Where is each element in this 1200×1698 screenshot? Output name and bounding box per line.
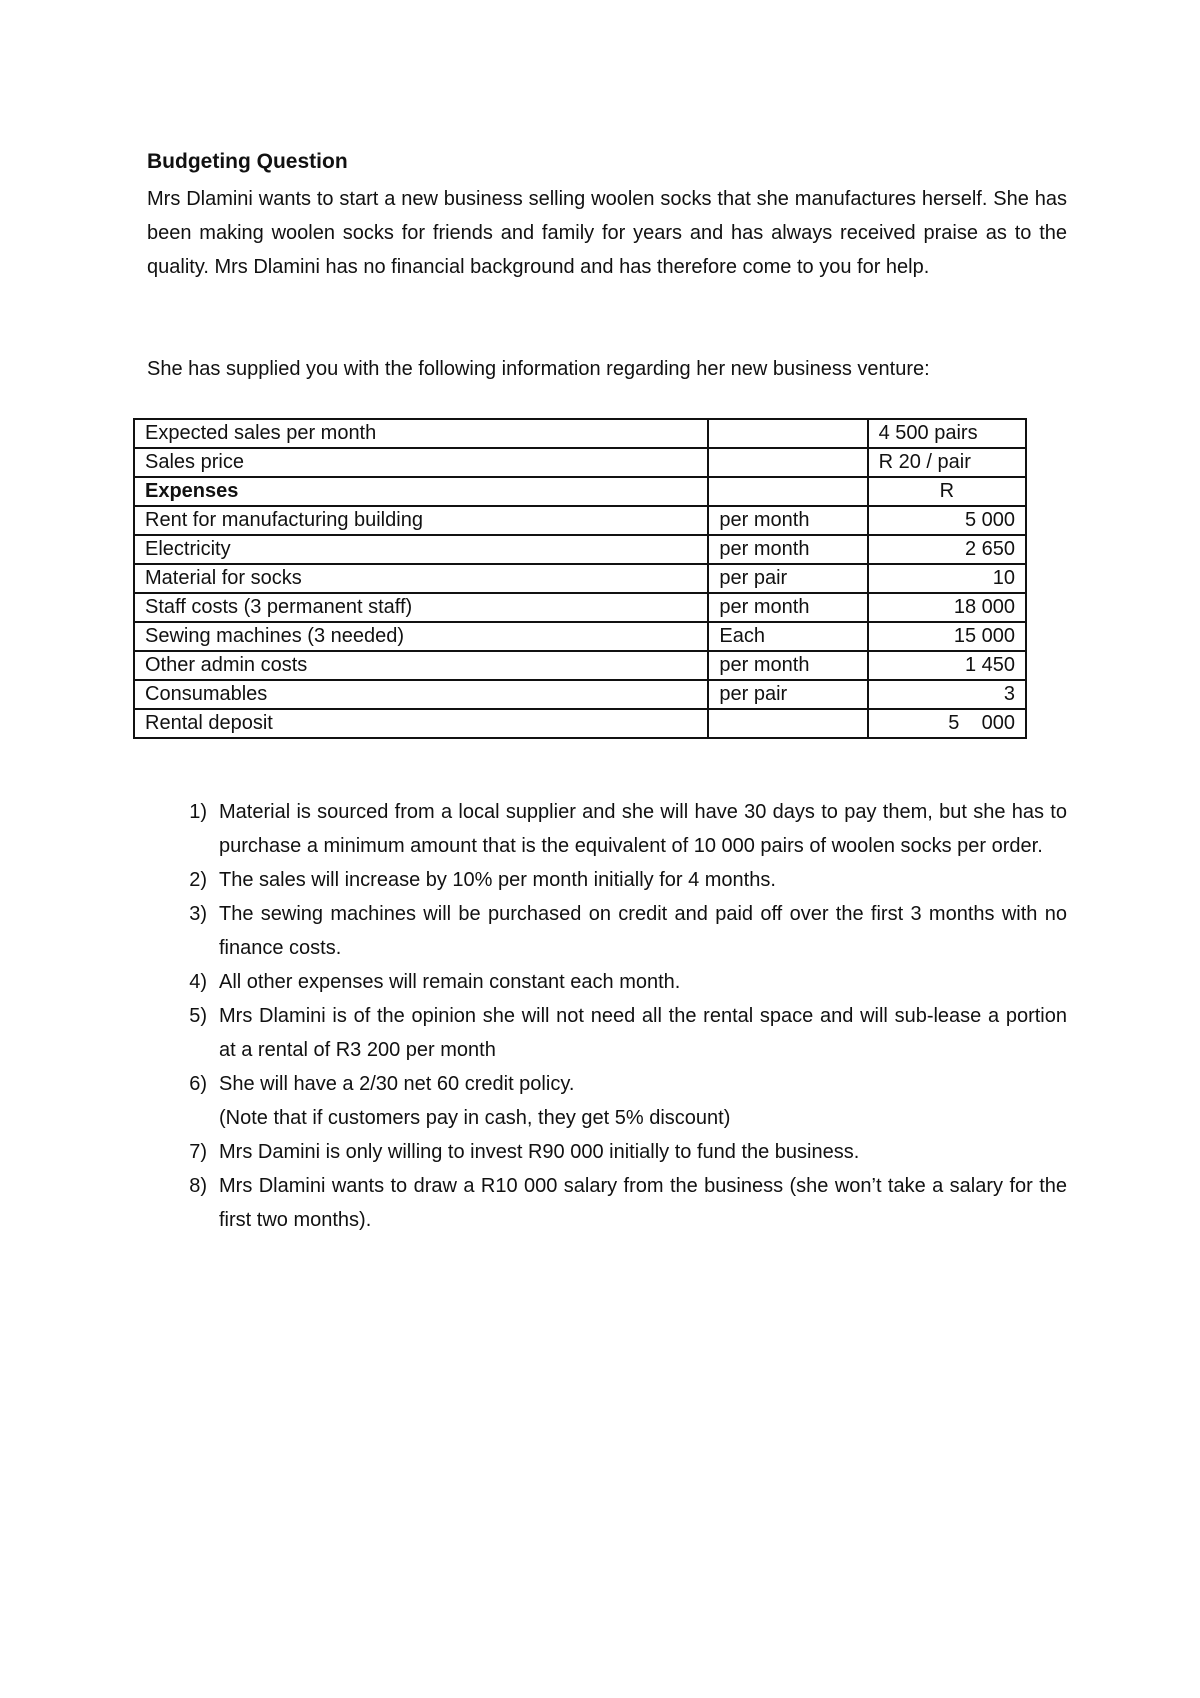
table-cell-unit — [708, 709, 867, 738]
list-item — [175, 965, 1067, 999]
list-item-text: She will have a 2/30 net 60 credit policy. — [219, 1073, 575, 1095]
list-item — [175, 1135, 1067, 1169]
table-cell-value: 5 000 — [868, 506, 1026, 535]
list-item-text: Mrs Dlamini wants to draw a R10 000 salary from the business (she won’t take a salary for the first two months). — [219, 1175, 1067, 1231]
table-cell-unit: per month — [708, 593, 867, 622]
table-cell-value: 18 000 — [868, 593, 1026, 622]
table-cell-item: Rental deposit — [134, 709, 708, 738]
table-row — [134, 680, 1026, 709]
table-row — [134, 506, 1026, 535]
table-cell-item: Other admin costs — [134, 651, 708, 680]
list-item-text: All other expenses will remain constant each month. — [219, 971, 681, 993]
table-cell-item: Material for socks — [134, 564, 708, 593]
supplied-info-paragraph: She has supplied you with the following information regarding her new business venture: — [147, 358, 930, 380]
table-cell-unit: per pair — [708, 564, 867, 593]
table-row — [134, 564, 1026, 593]
table-cell-unit: per month — [708, 506, 867, 535]
list-item-text: Material is sourced from a local supplier and she will have 30 days to pay them, but she has to purchase a minimum amount that is the equivalent of 10 000 pairs of woolen socks per order. — [219, 801, 1067, 857]
table-cell-unit: Each — [708, 622, 867, 651]
list-item-number: 6) — [189, 1073, 207, 1095]
list-item — [175, 1067, 1067, 1135]
list-item — [175, 897, 1067, 965]
list-item-text: The sewing machines will be purchased on credit and paid off over the first 3 months with no finance costs. — [219, 903, 1067, 959]
table-cell-value: R 20 / pair — [868, 448, 1026, 477]
document-title: Budgeting Question — [147, 150, 348, 173]
list-item-number: 1) — [189, 801, 207, 823]
table-cell-unit — [708, 477, 867, 506]
list-item-text: Mrs Dlamini is of the opinion she will not need all the rental space and will sub-lease a portion at a rental of R3 200 per month — [219, 1005, 1067, 1061]
table-cell-unit: per pair — [708, 680, 867, 709]
list-item — [175, 999, 1067, 1067]
table-cell-value: 5 000 — [868, 709, 1026, 738]
table-cell-item: Electricity — [134, 535, 708, 564]
table-cell-unit: per month — [708, 535, 867, 564]
table-cell-item: Staff costs (3 permanent staff) — [134, 593, 708, 622]
list-item — [175, 795, 1067, 863]
table-cell-value: 2 650 — [868, 535, 1026, 564]
table-row — [134, 477, 1026, 506]
notes-list — [175, 795, 1067, 1237]
table-cell-item: Sales price — [134, 448, 708, 477]
table-cell-unit — [708, 448, 867, 477]
list-item-note: (Note that if customers pay in cash, they get 5% discount) — [219, 1107, 731, 1129]
table-cell-item: Rent for manufacturing building — [134, 506, 708, 535]
table-cell-value: 15 000 — [868, 622, 1026, 651]
list-item-number: 2) — [189, 869, 207, 891]
table-row — [134, 448, 1026, 477]
table-row — [134, 651, 1026, 680]
business-info-table — [133, 418, 1027, 739]
table-cell-unit: per month — [708, 651, 867, 680]
intro-paragraph: Mrs Dlamini wants to start a new business selling woolen socks that she manufactures herself. She has been making woolen socks for friends and family for years and has always received praise as to the quality. Mrs Dlamini has no financial background and has therefore come to you for help. — [147, 188, 1067, 278]
list-item-number: 8) — [189, 1175, 207, 1197]
list-item-text: Mrs Damini is only willing to invest R90 000 initially to fund the business. — [219, 1141, 860, 1163]
list-item-number: 5) — [189, 1005, 207, 1027]
table-row — [134, 535, 1026, 564]
table-cell-value: 3 — [868, 680, 1026, 709]
table-row — [134, 593, 1026, 622]
list-item — [175, 1169, 1067, 1237]
table-row — [134, 419, 1026, 448]
list-item-number: 4) — [189, 971, 207, 993]
table-row — [134, 622, 1026, 651]
list-item-text: The sales will increase by 10% per month initially for 4 months. — [219, 869, 776, 891]
list-item-number: 3) — [189, 903, 207, 925]
table-cell-value: 10 — [868, 564, 1026, 593]
table-cell-item: Expenses — [134, 477, 708, 506]
table-cell-unit — [708, 419, 867, 448]
list-item — [175, 863, 1067, 897]
table-cell-value: 1 450 — [868, 651, 1026, 680]
table-cell-item: Consumables — [134, 680, 708, 709]
table-cell-item: Expected sales per month — [134, 419, 708, 448]
table-row — [134, 709, 1026, 738]
table-cell-value: R — [868, 477, 1026, 506]
table-cell-value: 4 500 pairs — [868, 419, 1026, 448]
list-item-number: 7) — [189, 1141, 207, 1163]
table-cell-item: Sewing machines (3 needed) — [134, 622, 708, 651]
